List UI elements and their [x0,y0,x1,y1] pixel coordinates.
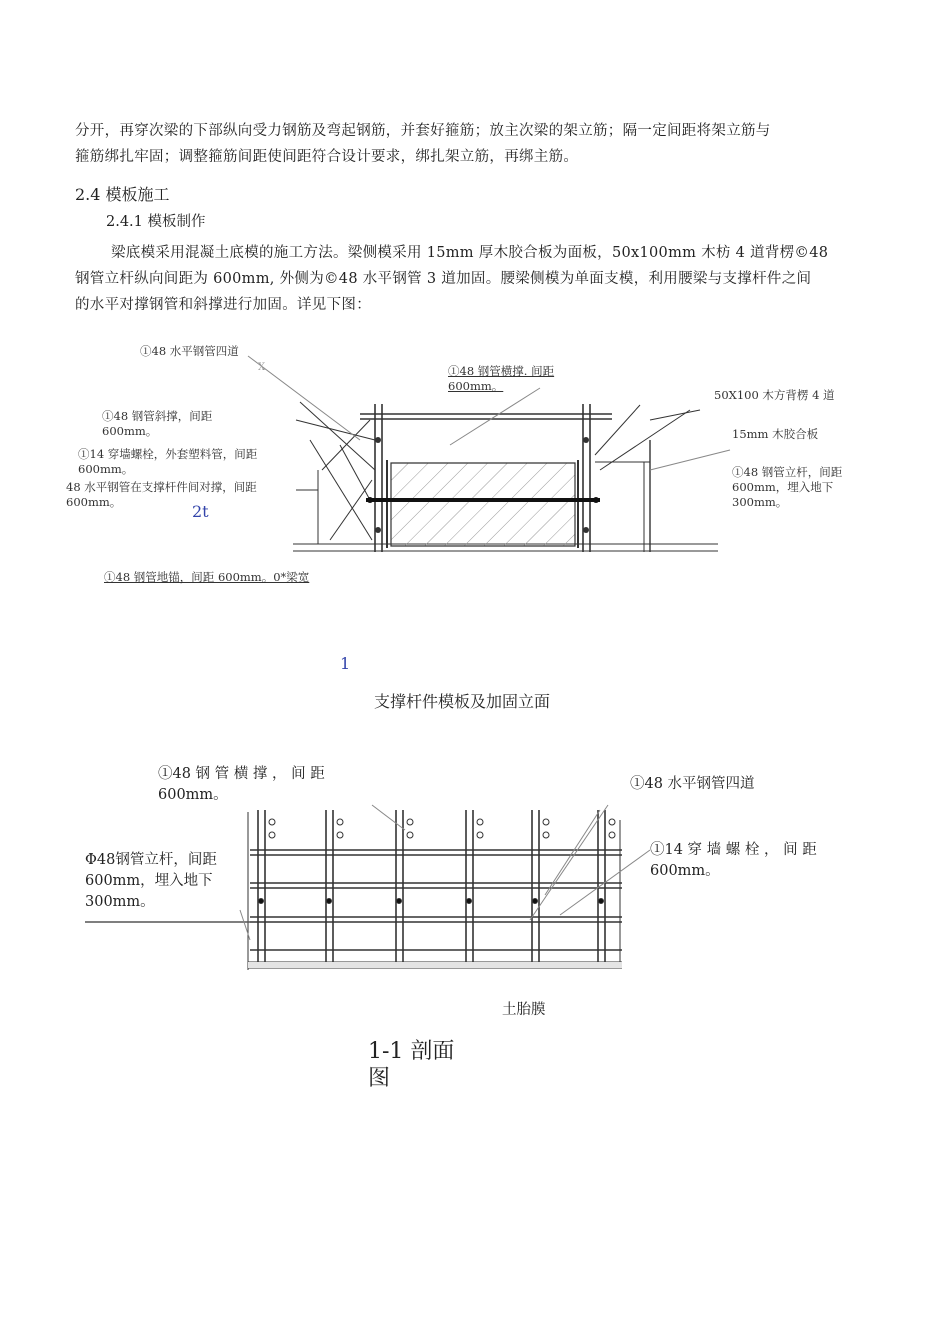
bolt-dot [259,899,264,904]
label-vertical-2: Φ48钢管立杆，间距 600mm，埋入地下 300mm。 [85,852,217,910]
bolt-dot [467,899,472,904]
bolt-dot [533,899,538,904]
pipe-clamp [477,832,483,838]
label-soil-formwork: 土胎膜 [502,1002,546,1018]
label-through-bolt: ①14 穿墙螺栓，外套塑料管，间距 600mm。 [78,447,258,476]
paragraph-line: 钢管立杆纵向间距为 600mm, 外侧为©48 水平钢管 3 道加固。腰梁侧模为单面支模，利用腰梁与支撑杆件之间 [75,271,812,287]
bolt-dot [599,899,604,904]
bolt-dot [327,899,332,904]
bolt-end [593,497,599,503]
label-cross-brace: ①48 钢管横撑. 间距 600mm。 [448,364,555,393]
label-ground-anchor: ①48 钢管地锚，间距 600mm。0*梁宽 [104,570,310,584]
paragraph-line: 梁底模采用混凝土底模的施工方法。梁侧模采用 15mm 厚木胶合板为面板，50x100mm 木枋 4 道背楞©48 [111,245,829,261]
pipe-clamp [375,437,381,443]
leader-line [530,805,608,920]
label-diagonal-brace: ①48 钢管斜撑，间距 600mm。 [102,409,213,438]
paragraph-line: 分开，再穿次梁的下部纵向受力钢筋及弯起钢筋，并套好箍筋；放主次梁的架立筋；隔一定间距将架立筋与 [75,123,771,139]
label-1: 1 [340,654,351,673]
label-through-bolt-2: ①14 穿 墙 螺 栓 ， 间 距 600mm。 [650,842,817,879]
diagonal-brace [300,402,375,470]
label-horizontal-2: ①48 水平钢管四道 [630,776,755,792]
pipe-clamp [269,819,275,825]
pipe-clamp [583,437,589,443]
pipe-clamp [477,819,483,825]
leader-line [450,388,540,445]
pipe-clamp [543,832,549,838]
diagonal-brace [340,445,370,500]
pipe-clamp [583,527,589,533]
label-x: X [258,362,266,373]
pipe-clamp [609,819,615,825]
pipe-clamp [407,819,413,825]
concrete-beam [391,463,575,546]
label-horizontal-pipes: ①48 水平钢管四道 [140,344,239,358]
diagonal-brace [322,420,370,470]
pipe-clamp [269,832,275,838]
figure1-caption: 支撑杆件模板及加固立面 [374,692,551,711]
pipe-clamp [337,819,343,825]
diagonal-brace [296,420,375,440]
pipe-clamp [609,832,615,838]
label-plywood: 15mm 木胶合板 [732,427,819,441]
vertical-pipes [258,810,615,962]
pipe-clamp [407,832,413,838]
bolt-end [367,497,373,503]
paragraph-line: 的水平对撑钢管和斜撑进行加固。详见下图： [75,297,371,313]
leader-line [372,805,405,830]
pipe-clamp [543,819,549,825]
label-timber: 50X100 木方背楞 4 道 [714,388,835,402]
leader-line [650,450,730,470]
paragraph-line: 箍筋绑扎牢固；调整箍筋间距使间距符合设计要求，绑扎架立筋，再绑主筋。 [75,149,579,165]
diagonal-brace [650,410,700,420]
pipe-clamp [337,832,343,838]
diagonal-brace [330,480,372,540]
section-heading: 2.4 模板施工 [75,185,170,204]
subsection-heading: 2.4.1 模板制作 [106,214,206,230]
figure1-drawing [0,0,950,620]
diagonal-brace [600,410,690,470]
label-horizontal-strut: 48 水平钢管在支撑杆件间对撑，间距 600mm。 [66,480,257,509]
figure2-caption: 1-1 剖面 图 [368,1039,455,1091]
soil-formwork [248,962,622,968]
label-2t: 2t [192,502,209,521]
label-cross-brace-2: ①48 钢 管 横 撑 ， 间 距 600mm。 [158,766,325,803]
bolt-dot [397,899,402,904]
label-vertical-pipe: ①48 钢管立杆，间距 600mm，埋入地下 300mm。 [732,465,843,509]
pipe-clamp [375,527,381,533]
